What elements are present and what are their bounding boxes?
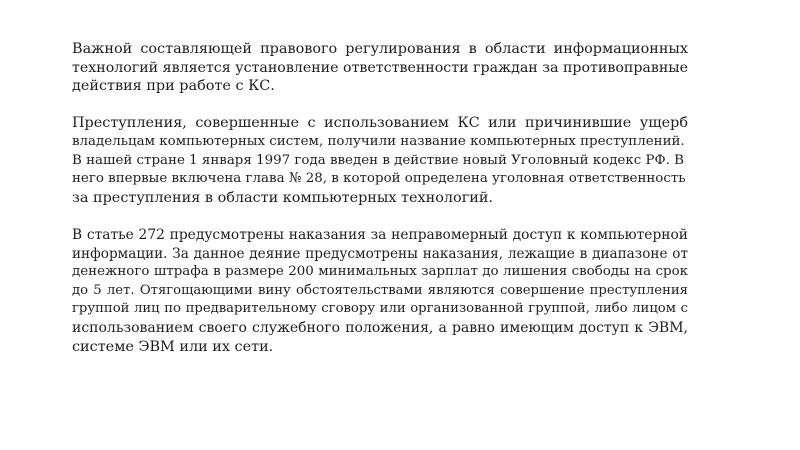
- text-line: В нашей стране 1 января 1997 года введен в действие новый Уголовный кодекс РФ. В: [72, 152, 684, 168]
- text-line: В статье 272 предусмотрены наказания за неправомерный доступ к компьютерной: [72, 226, 688, 243]
- text-line: него впервые включена глава № 28, в которой определена уголовная ответственность: [72, 171, 686, 187]
- text-line: действия при работе с КС.: [72, 78, 275, 95]
- text-line: технологий является установление ответственности граждан за противоправные: [72, 59, 688, 76]
- text-line: группой лиц по предварительному сговору или организованной группой, либо лицом с: [72, 301, 688, 317]
- text-line: Важной составляющей правового регулирования в области информационных: [72, 41, 688, 57]
- text-line: денежного штрафа в размере 200 минимальных зарплат до лишения свободы на срок: [72, 264, 688, 280]
- text-line: Преступления, совершенные с использованием КС или причинившие ущерб: [72, 115, 688, 132]
- text-line: за преступления в области компьютерных технологий.: [72, 189, 493, 206]
- text-line: до 5 лет. Отягощающими вину обстоятельствами являются совершение преступления: [72, 282, 688, 298]
- body-text: [72, 40, 688, 356]
- text-line: владельцам компьютерных систем, получили название компьютерных преступлений.: [72, 133, 685, 149]
- text-line: системе ЭВМ или их сети.: [72, 338, 274, 355]
- paragraph-2: [72, 114, 688, 207]
- text-line: использованием своего служебного положения, а равно имеющим доступ к ЭВМ,: [72, 319, 688, 336]
- paragraph-1: [72, 40, 688, 96]
- text-line: информации. За данное деяние предусмотрены наказания, лежащие в диапазоне от: [72, 245, 688, 262]
- paragraph-3: [72, 226, 688, 356]
